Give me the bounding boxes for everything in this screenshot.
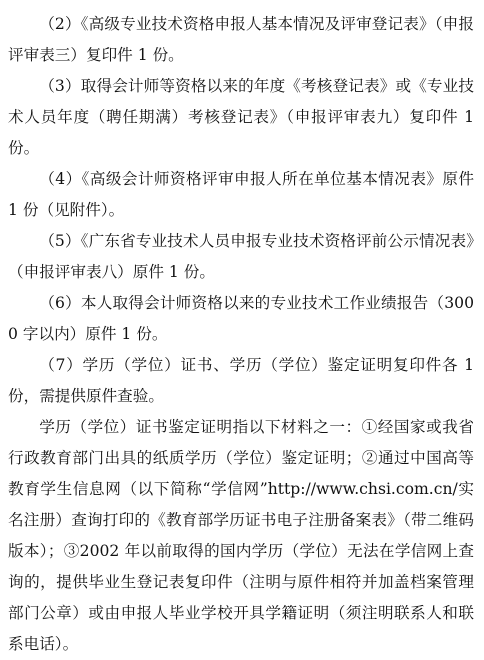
paragraph-item-3: （3）取得会计师等资格以来的年度《考核登记表》或《专业技术人员年度（聘任期满）考核登记表》（申报评审表九）复印件 1 份。 — [8, 77, 474, 157]
paragraph-item-6: （6）本人取得会计师资格以来的专业技术工作业绩报告（3000 字以内）原件 1 份。 — [8, 294, 474, 343]
paragraph-item-2: （2）《高级专业技术资格申报人基本情况及评审登记表》（申报评审表三）复印件 1 份。 — [8, 15, 474, 64]
paragraph-degree-verification: 学历（学位）证书鉴定证明指以下材料之一：①经国家或我省行政教育部门出具的纸质学历（学位）鉴定证明；②通过中国高等教育学生信息网（以下简称“学信网”http://www.chsi.com.cn/实名注册）查询打印的《教育部学历证书电子注册备案表》（带二维码版本）；③2002 年以前取得的国内学历（学位）无法在学信网上查询的，提供毕业生登记表复印件（注明与原件相符并加盖档案管理部门公章）或由申报人毕业学校开具学籍证明（须注明联系人和联系电话）。 — [8, 418, 474, 653]
paragraph-item-4: （4）《高级会计师资格评审申报人所在单位基本情况表》原件 1 份（见附件）。 — [8, 170, 474, 219]
paragraph-item-5: （5）《广东省专业技术人员申报专业技术资格评前公示情况表》（申报评审表八）原件 1 份。 — [8, 232, 474, 281]
paragraph-item-7: （7）学历（学位）证书、学历（学位）鉴定证明复印件各 1 份，需提供原件查验。 — [8, 356, 474, 405]
